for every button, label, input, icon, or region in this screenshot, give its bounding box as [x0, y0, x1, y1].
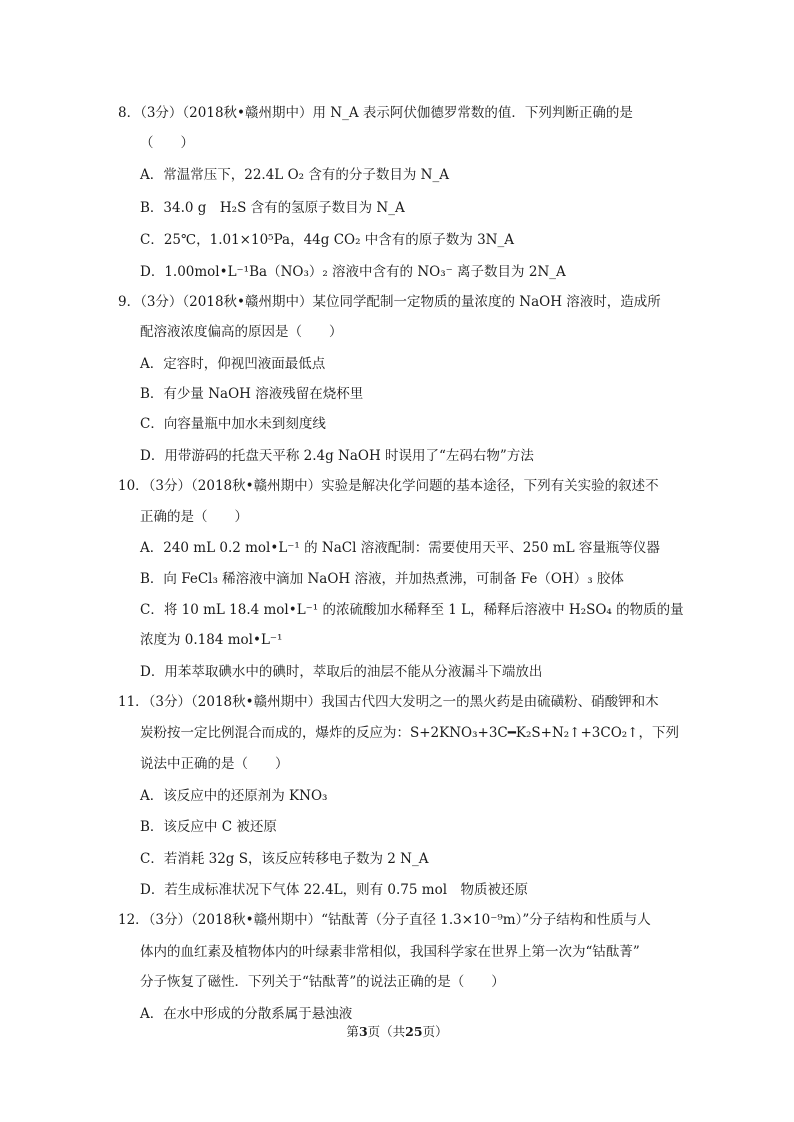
page-footer [0, 1023, 794, 1041]
question-10-stem-line-2: 正确的是（ ） [140, 509, 248, 525]
question-10-option-c-line-1: C．将 10 mL 18.4 mol•L⁻¹ 的浓硫酸加水稀释至 1 L，稀释后溶液中 H₂SO₄ 的物质的量 [140, 602, 684, 618]
question-9-option-d: D．用带游码的托盘天平称 2.4g NaOH 时误用了“左码右物”方法 [140, 448, 534, 464]
question-11-option-c: C．若消耗 32g S，该反应转移电子数为 2 N_A [140, 851, 429, 867]
question-9-option-b: B．有少量 NaOH 溶液残留在烧杯里 [140, 386, 364, 402]
question-11-option-a: A．该反应中的还原剂为 KNO₃ [140, 788, 328, 804]
question-9-stem-line-1: 9．（3分）（2018秋•赣州期中）某位同学配制一定物质的量浓度的 NaOH 溶液时，造成所 [118, 294, 661, 310]
question-11-stem-line-2: 炭粉按一定比例混合而成的，爆炸的反应为：S+2KNO₃+3C━K₂S+N₂↑+3CO₂↑，下列 [140, 725, 679, 741]
question-12-option-a: A．在水中形成的分散系属于悬浊液 [140, 1006, 353, 1022]
question-9-stem-line-2: 配溶液浓度偏高的原因是（ ） [140, 324, 343, 340]
question-8-option-d: D．1.00mol•L⁻¹Ba（NO₃）₂ 溶液中含有的 NO₃⁻ 离子数目为 2N_A [140, 264, 566, 280]
question-11-option-b: B．该反应中 C 被还原 [140, 819, 277, 835]
question-12-stem-line-2: 体内的血红素及植物体内的叶绿素非常相似，我国科学家在世界上第一次为“钴酞菁” [140, 944, 640, 960]
question-8-stem-line-1: 8．（3分）（2018秋•赣州期中）用 N_A 表示阿伏伽德罗常数的值．下列判断正确的是 [118, 105, 633, 121]
question-11-stem-line-1: 11．（3分）（2018秋•赣州期中）我国古代四大发明之一的黑火药是由硫磺粉、硝酸钾和木 [118, 694, 659, 710]
question-10-option-a: A．240 mL 0.2 mol•L⁻¹ 的 NaCl 溶液配制：需要使用天平、250 mL 容量瓶等仪器 [140, 540, 660, 556]
question-8-stem-line-2: （ ） [140, 135, 194, 151]
question-10-option-c-line-2: 浓度为 0.184 mol•L⁻¹ [140, 632, 283, 648]
question-11-option-d: D．若生成标准状况下气体 22.4L，则有 0.75 mol 物质被还原 [140, 882, 529, 898]
question-9-option-a: A．定容时，仰视凹液面最低点 [140, 356, 326, 372]
footer-page-number: 3 [358, 1024, 368, 1039]
question-11-stem-line-3: 说法中正确的是（ ） [140, 756, 289, 772]
footer-prefix: 第 [346, 1024, 359, 1039]
footer-suffix: 页） [422, 1024, 448, 1039]
question-9-option-c: C．向容量瓶中加水未到刻度线 [140, 416, 326, 432]
question-8-option-a: A．常温常压下，22.4L O₂ 含有的分子数目为 N_A [140, 167, 449, 183]
question-12-stem-line-1: 12．（3分）（2018秋•赣州期中）“钴酞菁（分子直径 1.3×10⁻⁹m）”分子结构和性质与人 [118, 912, 651, 928]
question-8-option-c: C．25℃，1.01×10⁵Pa，44g CO₂ 中含有的原子数为 3N_A [140, 232, 514, 248]
question-12-stem-line-3: 分子恢复了磁性．下列关于“钴酞菁”的说法正确的是（ ） [140, 974, 505, 990]
footer-middle: 页（共 [367, 1024, 406, 1039]
footer-total-pages: 25 [405, 1024, 423, 1039]
question-10-stem-line-1: 10．（3分）（2018秋•赣州期中）实验是解决化学问题的基本途径，下列有关实验的叙述不 [118, 478, 659, 494]
question-10-option-b: B．向 FeCl₃ 稀溶液中滴加 NaOH 溶液，并加热煮沸，可制备 Fe（OH）₃ 胶体 [140, 571, 624, 587]
question-8-option-b: B．34.0 g H₂S 含有的氢原子数目为 N_A [140, 200, 405, 216]
question-10-option-d: D．用苯萃取碘水中的碘时，萃取后的油层不能从分液漏斗下端放出 [140, 664, 543, 680]
